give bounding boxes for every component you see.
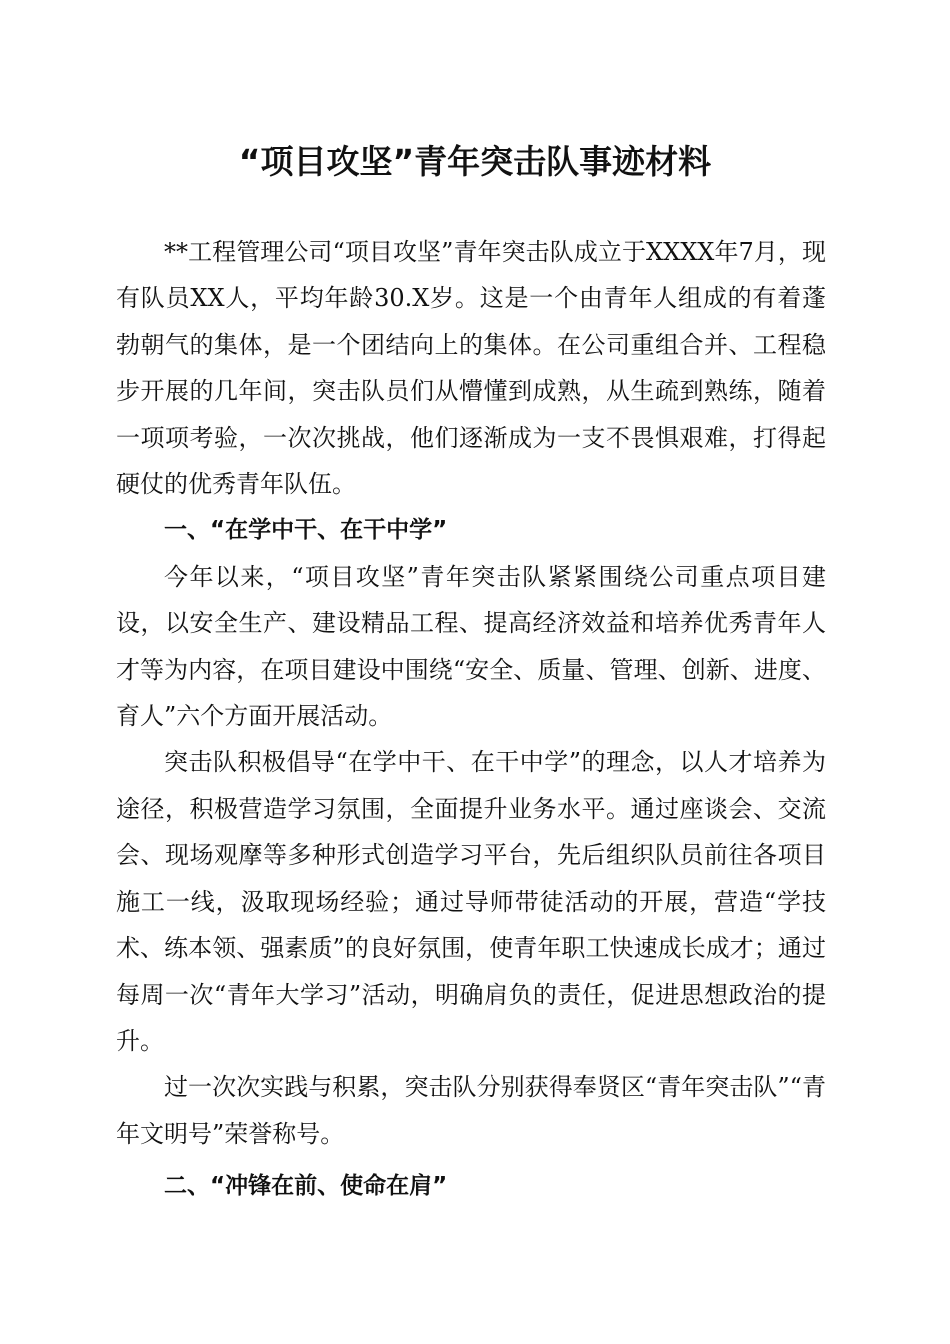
paragraph-learning: 突击队积极倡导“在学中干、在干中学”的理念，以人才培养为途径，积极营造学习氛围，全面提升业务水平。通过座谈会、交流会、现场观摩等多种形式创造学习平台，先后组织队员前往各项目施工一线，汲取现场经验；通过导师带徒活动的开展，营造“学技术、练本领、强素质”的良好氛围，使青年职工快速成长成才；通过每周一次“青年大学习”活动，明确肩负的责任，促进思想政治的提升。 xyxy=(116,748,826,1055)
paragraph-intro: **工程管理公司“项目攻坚”青年突击队成立于XXXX年7月，现有队员XX人，平均年龄30.X岁。这是一个由青年人组成的有着蓬勃朝气的集体，是一个团结向上的集体。在公司重组合并、工程稳步开展的几年间，突击队员们从懵懂到成熟，从生疏到熟练，随着一项项考验，一次次挑战，他们逐渐成为一支不畏惧艰难，打得起硬仗的优秀青年队伍。 xyxy=(116,238,826,499)
paragraph-activities: 今年以来，“项目攻坚”青年突击队紧紧围绕公司重点项目建设，以安全生产、建设精品工程、提高经济效益和培养优秀青年人才等为内容，在项目建设中围绕“安全、质量、管理、创新、进度、育人”六个方面开展活动。 xyxy=(116,562,826,731)
document-body xyxy=(116,229,826,1210)
section-heading-1: 一、“在学中干、在干中学” xyxy=(164,517,448,544)
section-heading-2: 二、“冲锋在前、使命在肩” xyxy=(164,1173,448,1200)
paragraph-honors: 过一次次实践与积累，突击队分别获得奉贤区“青年突击队”“青年文明号”荣誉称号。 xyxy=(116,1073,826,1148)
document-title: “项目攻坚”青年突击队事迹材料 xyxy=(238,142,712,181)
